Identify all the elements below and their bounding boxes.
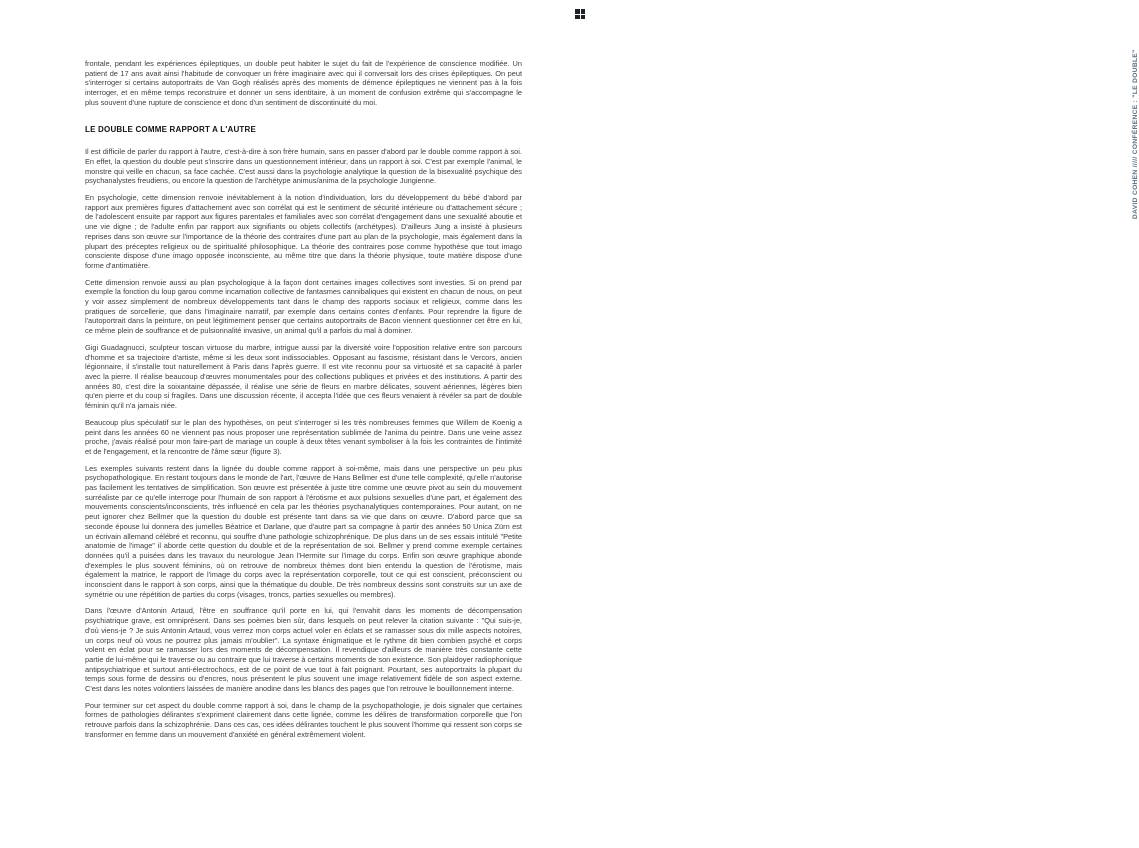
article-text-column [85,59,522,747]
vertical-caption: DAVID COHEN ///// CONFÉRENCE : "LE DOUBLE" [1132,49,1139,219]
grid-squares-icon [575,9,585,19]
body-paragraph: En psychologie, cette dimension renvoie inévitablement à la notion d'individuation, lors du développement du bébé d'abord par rapport aux premières figures d'attachement avec son corrélat qui est le sentiment de sécurité intérieure ou d'attachement sécure ; de l'adolescent ensuite par rapport aux figures parentales et familiales avec son corrélat d'engagement dans une sexualité aboutie et une vie digne ; de l'adulte enfin par rapport aux signifiants ou objets collectifs (archétypes). D'ailleurs Jung a insisté à plusieurs reprises dans son œuvre sur l'importance de la théorie des contraires d'une part au plan de la psychologie, mais également dans la plupart des préceptes religieux ou de spiritualité philosophique. La théorie des contraires pose comme hypothèse que tout imago consciente dispose d'une imago opposée inconsciente, au même titre que dans la théorie physique, toute matière dispose d'une forme d'antimatière. [85,193,522,270]
body-paragraph: Les exemples suivants restent dans la lignée du double comme rapport à soi-même, mais dans une perspective un peu plus psychopathologique. En restant toujours dans le monde de l'art, l'œuvre de Hans Bellmer est d'une telle complexité, qu'elle n'autorise pas facilement les tentatives de simplification. Son œuvre est présentée à juste titre comme une œuvre pivot au sein du mouvement surréaliste par ce qu'elle interroge pour l'humain de son rapport à l'érotisme et aux pulsions sexuelles d'une part, et également des mouvements conscients/inconscients, très influencé en cela par les théories psychanalytiques contemporaines. Pour autant, on ne peut ignorer chez Bellmer que la question du double est présente tant dans sa vie que dans on œuvre. D'abord parce que sa seconde épouse lui donnera des jumelles Béatrice et Darlane, que d'autre part sa compagne à partir des années 50 Unica Zürn est un écrivain allemand célébré et reconnu, qui souffre d'une pathologie schizophrénique. De plus dans un de ses essais intitulé "Petite anatomie de l'image" il aborde cette question du double et de la représentation de soi. Bellmer y prend comme exemple certaines données qu'il a puisées dans les travaux du neurologue Jean l'Hermite sur l'image du corps. Enfin son œuvre graphique abonde d'exemples le plus souvent féminins, où on retrouve de nombreux thèmes dont bien entendu la question de l'érotisme, mais également la matrice, le rapport de l'image du corps avec la représentation corporelle, tout ce qui est conscient, préconscient ou inconscient dans le rapport à son corps, ainsi que la thématique du double. De très nombreux dessins sont construits sur un axe de symétrie ou une répétition de parties du corps (visages, troncs, parties sexuelles ou membres). [85,463,522,599]
body-paragraph: Cette dimension renvoie aussi au plan psychologique à la façon dont certaines images collectives sont investies. Si on prend par exemple la fonction du loup garou comme incarnation collective de fantasmes cannibaliques qui existent en chacun de nous, on peut y voir assez simplement de nombreux développements tant dans le champ des rapports sociaux et religieux, comme dans les pratiques de sorcellerie, que dans l'imaginaire narratif, par exemple dans certains contes d'enfants. Pour reprendre la figure de l'autoportrait dans la peinture, on peut légitimement penser que certains autoportraits de Bacon viennent questionner cet être en lui, ce même plein de souffrance et de pulsionnalité invasive, un animal qu'il a parfois du mal à dominer. [85,277,522,336]
right-edge-rail [560,0,1139,848]
body-paragraph: Beaucoup plus spéculatif sur le plan des hypothèses, on peut s'interroger si les très nombreuses femmes que Willem de Koenig a peint dans les années 60 ne viennent pas nous proposer une représentation sublimée de l'anima du peintre. Dans une veine assez proche, j'avais réalisé pour mon faire-part de mariage un couple à deux têtes venant symboliser à la fois les contraintes de l'intimité et de l'engagement, et la rencontre de l'âme sœur (figure 3). [85,417,522,456]
section-heading: LE DOUBLE COMME RAPPORT A L'AUTRE [85,124,257,134]
body-paragraph: Dans l'œuvre d'Antonin Artaud, l'être en souffrance qu'il porte en lui, qui l'envahit dans les moments de décompensation psychiatrique grave, est omniprésent. Dans ses poèmes bien sûr, dans lesquels on peut relever la citation suivante : "Qui suis-je, d'où viens-je ? Je suis Antonin Artaud, vous verrez mon corps actuel voler en éclats et se ramasser sous dix mille aspects notoires, un corps neuf où vous ne pourrez plus jamais m'oublier". La syntaxe énigmatique et le rythme dit bien combien psyché et corps volent en éclat pour se ramasser lors des moments de décompensation. Il revendique d'ailleurs de manière très constante cette partie de lui-même qui le traverse ou au contraire que lui traverse à certains moments de son existence. Son plaidoyer radiophonique antipsychiatrique et surtout anti-électrochocs, est de ce point de vue tout à fait poignant. Pourtant, ses autoportraits la plupart du temps sous forme de dessins ou d'encres, nous présentent le plus souvent une image relativement fidèle de son aspect externe. C'est dans les notes volontiers laissées de manière anodine dans les blancs des pages que l'on retrouve le bouillonnement interne. [85,606,522,694]
body-paragraph-continuation: frontale, pendant les expériences épileptiques, un double peut habiter le sujet du fait de l'expérience de conscience modifiée. Un patient de 17 ans avait ainsi l'habitude de convoquer un frère imaginaire avec qui il conversait lors des crises épileptiques. On peut s'interroger si certains autoportraits de Van Gogh réalisés après des moments de démence épileptiques ne viennent pas à la fois interroger, et en même temps reconstruire et donner un sens identitaire, à un moment de confusion extrême qui s'accompagne le plus souvent d'une rupture de conscience et donc d'un sentiment de discontinuité du moi. [85,59,522,107]
body-paragraph: Il est difficile de parler du rapport à l'autre, c'est-à-dire à son frère humain, sans en passer d'abord par le double comme rapport à soi. En effet, la question du double peut s'inscrire dans un questionnement intérieur, dans un rapport à soi. C'est par exemple l'animal, le monstre qui veille en chacun, sa face cachée. C'est aussi dans la psychologie analytique la question de la bisexualité psychique des psychanalystes freudiens, ou encore la question de l'archétype animus/anima de la psychologie Jungienne. [85,147,522,186]
body-paragraph: Gigi Guadagnucci, sculpteur toscan virtuose du marbre, intrigue aussi par la diversité voire l'opposition relative entre son parcours d'homme et sa trajectoire d'artiste, même si les deux sont indissociables. Opposant au fascisme, résistant dans le Vercors, ancien légionnaire, il s'installe tout naturellement à Paris dans l'après guerre. Il est vite reconnu pour sa virtuosité et sa capacité à parler avec la pierre. Il réalise beaucoup d'œuvres monumentales pour des collections publiques et privées et des institutions. A partir des années 80, c'est dire la soixantaine dépassée, il réalise une série de fleurs en marbre délicates, souvent aériennes, légères bien qu'en pierre et du coup si fragiles. Dans une discussion récente, il accepta l'idée que ces fleurs venaient à révéler sa part de double féminin qu'il n'a jamais niée. [85,342,522,411]
body-paragraph: Pour terminer sur cet aspect du double comme rapport à soi, dans le champ de la psychopathologie, je dois signaler que certaines formes de pathologies délirantes s'expriment clairement dans cette lignée, comme les délires de transformation corporelle que l'on retrouve parfois dans la schizophrénie. Dans ces cas, ces idées délirantes touchent le plus souvent l'homme qui ressent son corps se transformer en femme dans un mouvement d'anxiété en général extrêmement violent. [85,700,522,739]
